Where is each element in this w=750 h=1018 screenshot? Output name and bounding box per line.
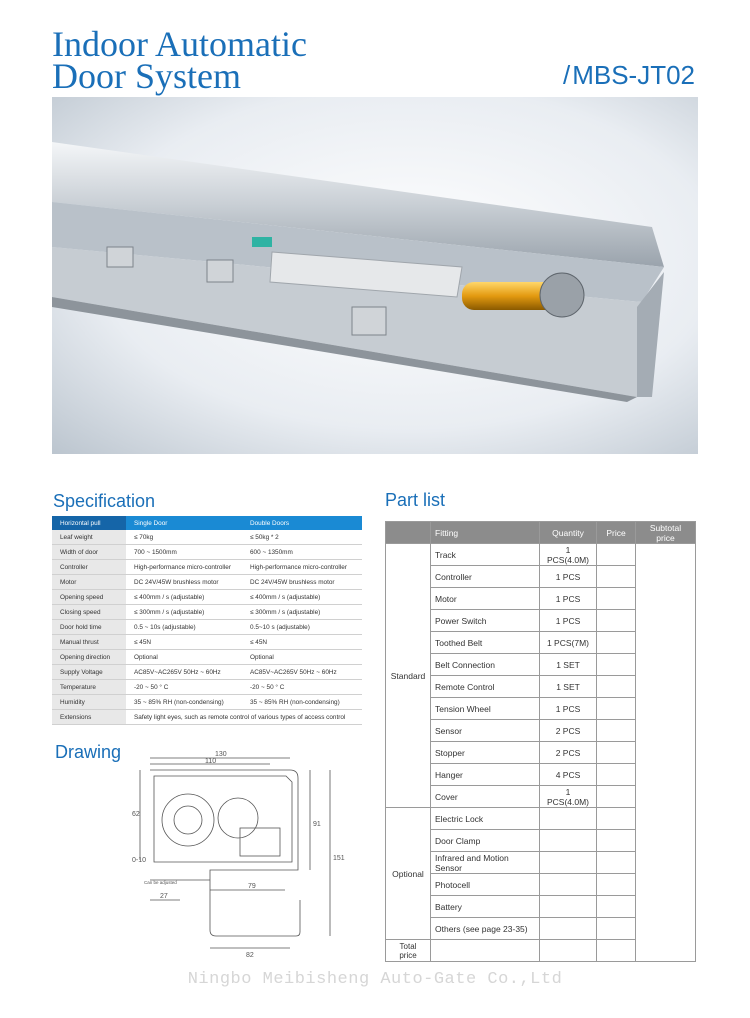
part-price: [597, 808, 636, 830]
spec-row: [52, 545, 362, 560]
spec-label: Supply Voltage: [52, 665, 126, 680]
spec-single: ≤ 70kg: [126, 530, 242, 545]
spec-double: -20 ~ 50 ° C: [242, 680, 362, 695]
part-fitting: Sensor: [431, 720, 540, 742]
part-fitting: Motor: [431, 588, 540, 610]
dim-91: 91: [313, 821, 321, 828]
part-fitting: Electric Lock: [431, 808, 540, 830]
spec-double: ≤ 50kg * 2: [242, 530, 362, 545]
spec-row: [52, 665, 362, 680]
drawing-heading: Drawing: [55, 742, 122, 762]
spec-label: Opening speed: [52, 590, 126, 605]
part-quantity: [540, 940, 597, 962]
dim-110: 110: [205, 758, 217, 765]
part-fitting: Stopper: [431, 742, 540, 764]
cross-section-diagram: [110, 750, 350, 960]
part-quantity: 1 SET: [540, 676, 597, 698]
part-price: [597, 852, 636, 874]
part-fitting: Controller: [431, 566, 540, 588]
part-price: [597, 566, 636, 588]
page-title: [52, 24, 307, 96]
spec-row: [52, 635, 362, 650]
spec-double: 35 ~ 85% RH (non-condensing): [242, 695, 362, 710]
spec-single: 700 ~ 1500mm: [126, 545, 242, 560]
spec-double: ≤ 45N: [242, 635, 362, 650]
spec-label: Opening direction: [52, 650, 126, 665]
part-fitting: Belt Connection: [431, 654, 540, 676]
part-price: [597, 720, 636, 742]
part-price: [597, 742, 636, 764]
part-price: [597, 786, 636, 808]
spec-single: ≤ 300mm / s (adjustable): [126, 605, 242, 620]
spec-single: High-performance micro-controller: [126, 560, 242, 575]
part-price: [597, 896, 636, 918]
parts-col-fitting: Fitting: [431, 522, 540, 544]
part-fitting: Door Clamp: [431, 830, 540, 852]
spec-label: Humidity: [52, 695, 126, 710]
parts-col-subtotal: Subtotal price: [636, 522, 696, 544]
part-quantity: 1 PCS: [540, 588, 597, 610]
spec-row: [52, 530, 362, 545]
parts-col-price: Price: [597, 522, 636, 544]
part-price: [597, 676, 636, 698]
parts-row: [386, 544, 696, 566]
part-quantity: 1 PCS(4.0M): [540, 544, 597, 566]
part-fitting: Infrared and Motion Sensor: [431, 852, 540, 874]
spec-row: [52, 605, 362, 620]
dim-62: 62: [132, 811, 140, 818]
part-quantity: 1 PCS(4.0M): [540, 786, 597, 808]
part-price: [597, 918, 636, 940]
door-operator-illustration: [52, 97, 698, 454]
spec-row: [52, 590, 362, 605]
spec-col-single-door: Single Door: [126, 516, 242, 530]
part-quantity: [540, 808, 597, 830]
part-price: [597, 698, 636, 720]
dim-79: 79: [248, 883, 256, 890]
spec-double: High-performance micro-controller: [242, 560, 362, 575]
dim-adjustable-note: Can be adjusted: [144, 880, 177, 885]
spec-single: DC 24V/45W brushless motor: [126, 575, 242, 590]
spec-label: Motor: [52, 575, 126, 590]
part-price: [597, 632, 636, 654]
part-fitting: Remote Control: [431, 676, 540, 698]
model-label: MBS-JT02: [572, 60, 695, 90]
part-fitting: Others (see page 23-35): [431, 918, 540, 940]
spec-double: 0.5~10 s (adjustable): [242, 620, 362, 635]
part-fitting: [431, 940, 540, 962]
spec-double: Optional: [242, 650, 362, 665]
part-price: [597, 764, 636, 786]
part-price: [597, 874, 636, 896]
product-photo: [52, 97, 698, 454]
spec-row: [52, 620, 362, 635]
title-line-2: Door System: [52, 56, 241, 96]
spec-double: AC85V~AC265V 50Hz ~ 60Hz: [242, 665, 362, 680]
dim-151: 151: [333, 855, 345, 862]
spec-label: Width of door: [52, 545, 126, 560]
parts-col-quantity: Quantity: [540, 522, 597, 544]
spec-row: [52, 695, 362, 710]
spec-row: [52, 680, 362, 695]
part-fitting: Toothed Belt: [431, 632, 540, 654]
part-fitting: Tension Wheel: [431, 698, 540, 720]
spec-single: ≤ 45N: [126, 635, 242, 650]
model-slash: /: [562, 60, 571, 90]
part-fitting: Hanger: [431, 764, 540, 786]
title-line-1: Indoor Automatic: [52, 24, 307, 64]
part-list-table: [385, 521, 696, 962]
dim-82: 82: [246, 952, 254, 959]
spec-single: ≤ 400mm / s (adjustable): [126, 590, 242, 605]
spec-row: [52, 575, 362, 590]
parts-group-optional: Optional: [386, 808, 431, 940]
spec-row-extensions: [52, 710, 362, 725]
part-quantity: 2 PCS: [540, 742, 597, 764]
spec-double: 600 ~ 1350mm: [242, 545, 362, 560]
part-price: [597, 610, 636, 632]
spec-label: Leaf weight: [52, 530, 126, 545]
spec-label: Manual thrust: [52, 635, 126, 650]
company-footer: Ningbo Meibisheng Auto-Gate Co.,Ltd: [187, 970, 563, 989]
specification-table: [52, 516, 362, 725]
parts-total-label: Total price: [386, 940, 431, 962]
part-price: [597, 544, 636, 566]
part-quantity: [540, 874, 597, 896]
part-quantity: [540, 852, 597, 874]
parts-col-group: [386, 522, 431, 544]
part-quantity: [540, 918, 597, 940]
spec-label: Door hold time: [52, 620, 126, 635]
spec-double: ≤ 300mm / s (adjustable): [242, 605, 362, 620]
part-quantity: 1 PCS: [540, 698, 597, 720]
part-subtotal: [636, 544, 696, 962]
part-quantity: 2 PCS: [540, 720, 597, 742]
spec-label: Closing speed: [52, 605, 126, 620]
spec-single: -20 ~ 50 ° C: [126, 680, 242, 695]
part-price: [597, 940, 636, 962]
parts-header-row: [386, 522, 696, 544]
dim-130: 130: [215, 751, 227, 758]
spec-col-horizontal-pull: Horizontal pull: [52, 516, 126, 530]
part-fitting: Battery: [431, 896, 540, 918]
spec-single: 0.5 ~ 10s (adjustable): [126, 620, 242, 635]
technical-drawing: [110, 750, 350, 960]
spec-label: Extensions: [52, 710, 126, 725]
model-number: [563, 60, 695, 91]
spec-double: ≤ 400mm / s (adjustable): [242, 590, 362, 605]
part-fitting: Photocell: [431, 874, 540, 896]
part-price: [597, 830, 636, 852]
part-quantity: 1 PCS(7M): [540, 632, 597, 654]
dim-27: 27: [160, 893, 168, 900]
parts-group-standard: Standard: [386, 544, 431, 808]
part-fitting: Cover: [431, 786, 540, 808]
part-quantity: 4 PCS: [540, 764, 597, 786]
spec-row: [52, 650, 362, 665]
part-quantity: 1 PCS: [540, 610, 597, 632]
spec-row: [52, 560, 362, 575]
spec-single: AC85V~AC265V 50Hz ~ 60Hz: [126, 665, 242, 680]
spec-extensions: Safety light eyes, such as remote control of various types of access control: [126, 710, 362, 725]
spec-label: Temperature: [52, 680, 126, 695]
part-quantity: 1 PCS: [540, 566, 597, 588]
spec-header-row: [52, 516, 362, 530]
spec-single: 35 ~ 85% RH (non-condensing): [126, 695, 242, 710]
specification-heading: Specification: [53, 491, 156, 511]
part-quantity: [540, 830, 597, 852]
part-price: [597, 588, 636, 610]
part-list-heading: Part list: [385, 490, 446, 510]
part-fitting: Track: [431, 544, 540, 566]
spec-single: Optional: [126, 650, 242, 665]
spec-col-double-doors: Double Doors: [242, 516, 362, 530]
part-price: [597, 654, 636, 676]
dim-0-10: 0-10: [132, 857, 147, 864]
part-fitting: Power Switch: [431, 610, 540, 632]
part-quantity: [540, 896, 597, 918]
spec-double: DC 24V/45W brushless motor: [242, 575, 362, 590]
spec-label: Controller: [52, 560, 126, 575]
part-quantity: 1 SET: [540, 654, 597, 676]
